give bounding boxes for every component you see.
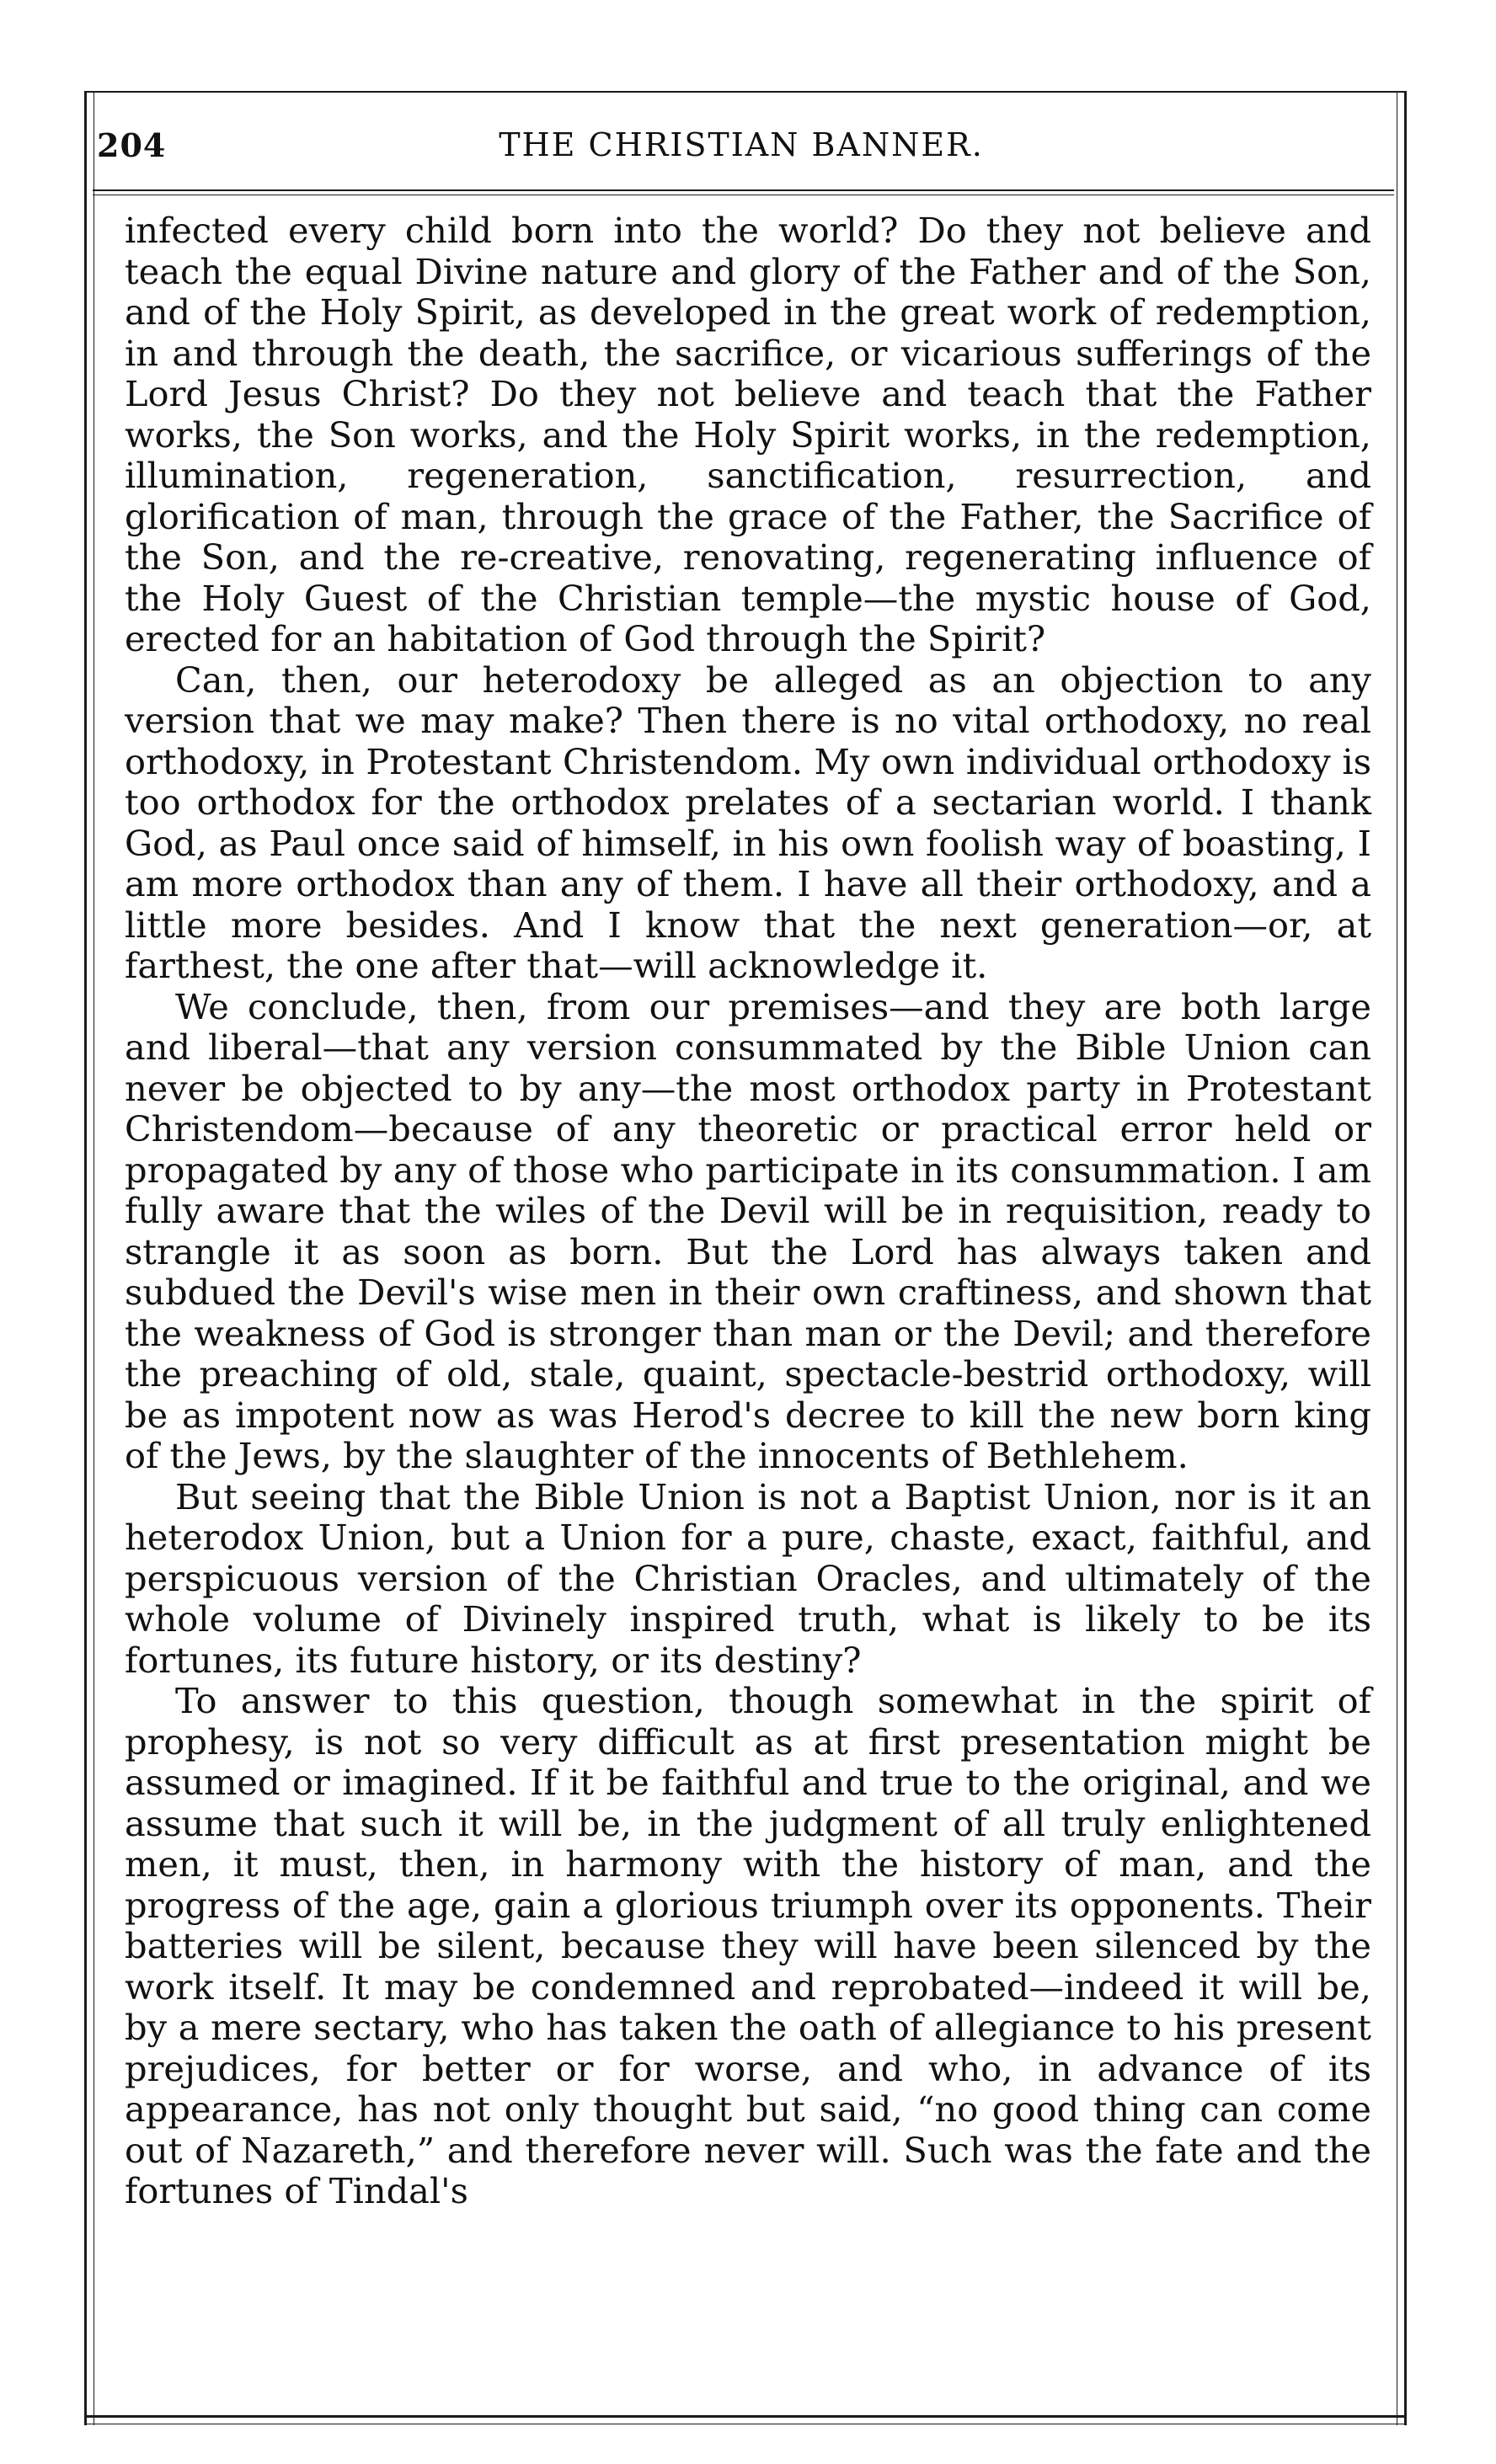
article-body xyxy=(125,211,1371,2212)
page-number: 204 xyxy=(97,126,167,164)
paragraph: But seeing that the Bible Union is not a Baptist Union, nor is it an heterodox Union, but a Union for a pure, chaste, exact, faithful, and perspicuous version of the Christian Oracles, and ultimately of the whole volume of Divinely inspired truth, what is likely to be its fortunes, its future history, or its destiny? xyxy=(125,1475,1371,1681)
paragraph: Can, then, our heterodoxy be alleged as an objection to any version that we may make? Then there is no vital orthodoxy, no real orthodoxy, in Protestant Christendom. My own individual orthodoxy is too orthodox for the orthodox prelates of a sectarian world. I thank God, as Paul once said of himself, in his own foolish way of boasting, I am more orthodox than any of them. I have all their orthodoxy, and a little more besides. And I know that the next generation—or, at farthest, the one after that—will acknowledge it. xyxy=(125,659,1371,986)
paragraph: infected every child born into the world? Do they not believe and teach the equal Divine nature and glory of the Father and of the Son, and of the Holy Spirit, as developed in the great work of redemption, in and through the death, the sacrifice, or vicarious sufferings of the Lord Jesus Christ? Do they not believe and teach that the Father works, the Son works, and the Holy Spirit works, in the redemption, illumination, regeneration, sanctification, resurrection, and glorification of man, through the grace of the Father, the Sacrifice of the Son, and the re-creative, renovating, regenerating influence of the Holy Guest of the Christian temple—the mystic house of God, erected for an habitation of God through the Spirit? xyxy=(125,210,1371,659)
paragraph: We conclude, then, from our premises—and they are both large and liberal—that any version consummated by the Bible Union can never be objected to by any—the most orthodox party in Protestant Christendom—because of any theoretic or practical error held or propagated by any of those who participate in its consummation. I am fully aware that the wiles of the Devil will be in requisition, ready to strangle it as soon as born. But the Lord has always taken and subdued the Devil's wise men in their own craftiness, and shown that the weakness of God is stronger than man or the Devil; and therefore the preaching of old, stale, quaint, spectacle-bestrid orthodoxy, will be as impotent now as was Herod's decree to kill the new born king of the Jews, by the slaughter of the innocents of Bethlehem. xyxy=(125,985,1371,1476)
running-title: THE CHRISTIAN BANNER. xyxy=(499,126,984,163)
header-rule xyxy=(93,189,1394,191)
top-rule xyxy=(84,91,1407,93)
page-header xyxy=(97,126,1386,177)
paragraph: To answer to this question, though somewhat in the spirit of prophesy, is not so very difficult as at first presentation might be assumed or imagined. If it be faithful and true to the original, and we assume that such it will be, in the judgment of all truly enlightened men, it must, then, in harmony with the history of man, and the progress of the age, gain a glorious triumph over its opponents. Their batteries will be silent, because they will have been silenced by the work itself. It may be condemned and reprobated—indeed it will be, by a mere sectary, who has taken the oath of allegiance to his present prejudices, for better or for worse, and who, in advance of its appearance, has not only thought but said, “no good thing can come out of Nazareth,” and therefore never will. Such was the fate and the fortunes of Tindal's xyxy=(125,1680,1371,2211)
bottom-rule xyxy=(84,2415,1407,2418)
